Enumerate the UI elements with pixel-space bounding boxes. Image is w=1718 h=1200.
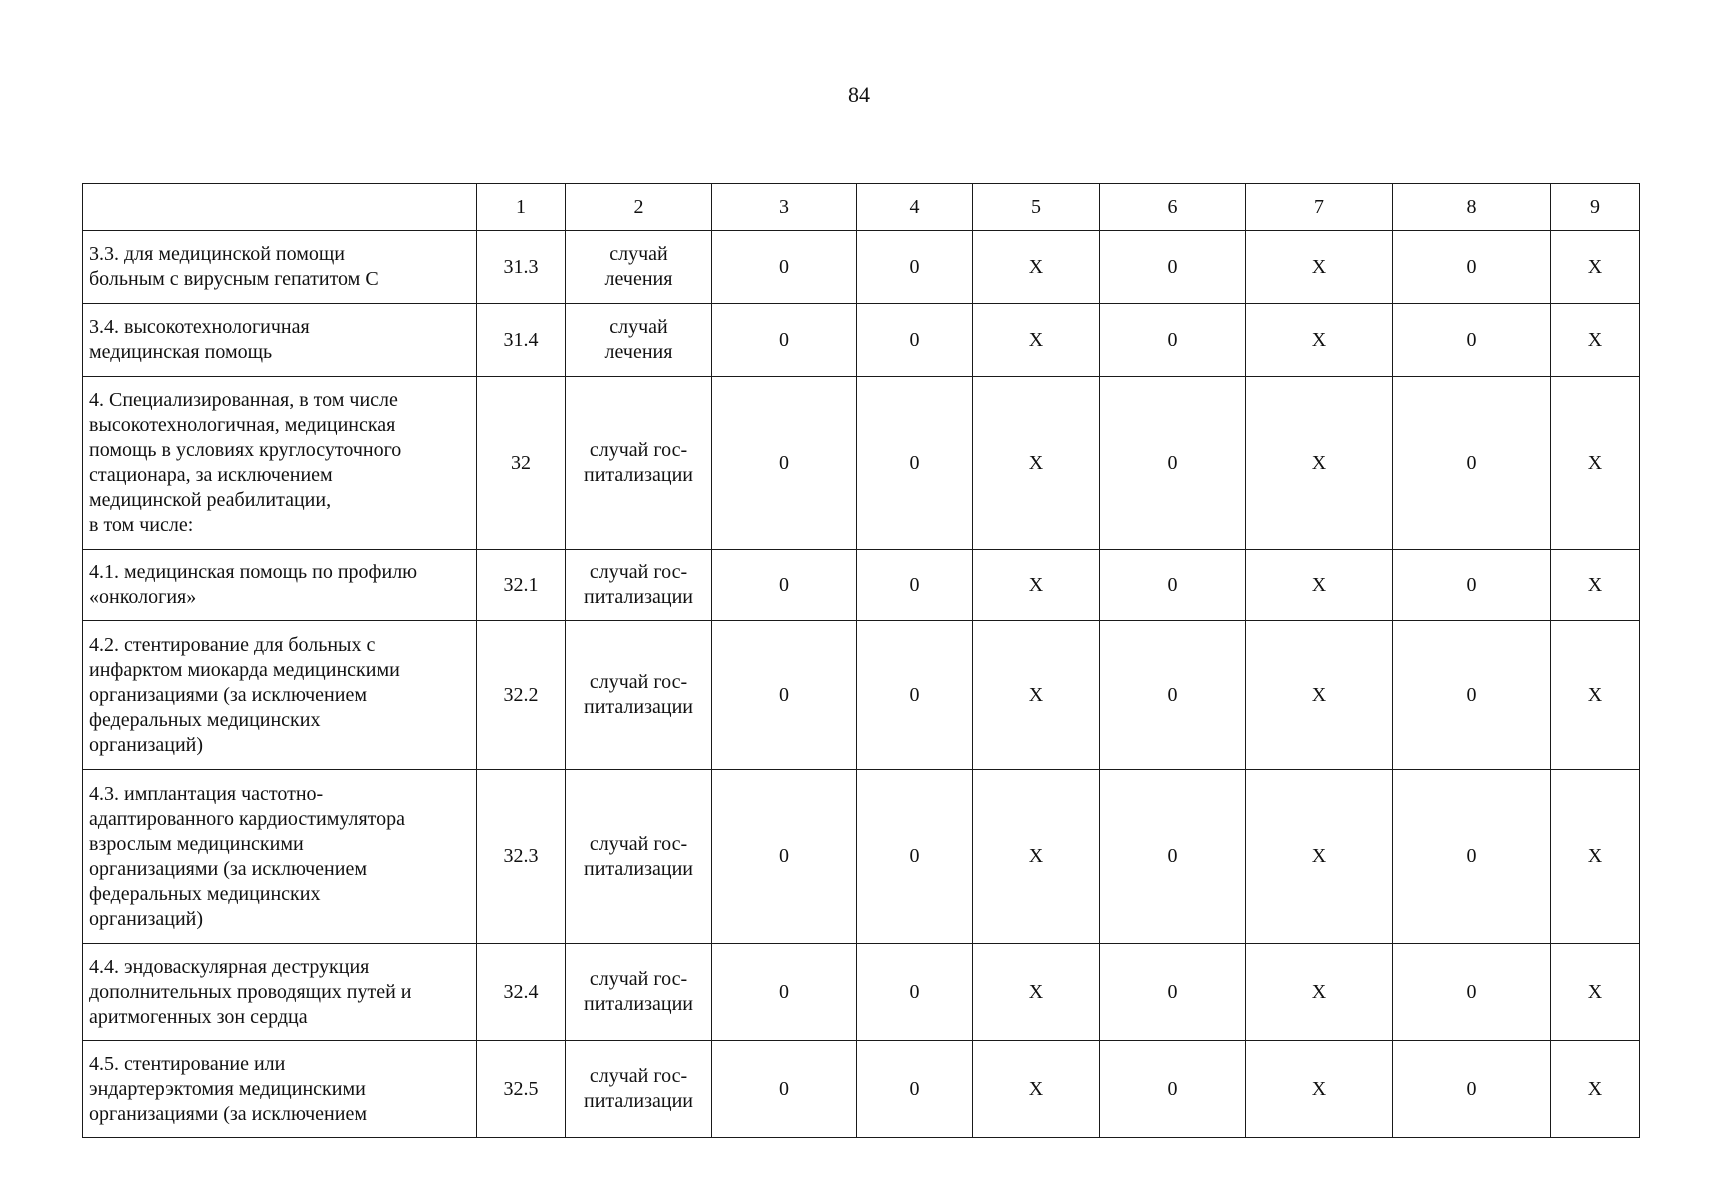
cell-col5: Х: [973, 304, 1100, 377]
cell-col3: 0: [712, 944, 857, 1041]
cell-col5: Х: [973, 944, 1100, 1041]
header-cell: 9: [1551, 184, 1640, 231]
cell-col3: 0: [712, 550, 857, 621]
cell-col8: 0: [1393, 550, 1551, 621]
row-code: 32.1: [477, 550, 566, 621]
page-number: 84: [848, 82, 870, 107]
cell-col5: Х: [973, 770, 1100, 944]
cell-col5: Х: [973, 550, 1100, 621]
row-code: 31.3: [477, 231, 566, 304]
table-row: [83, 377, 1640, 550]
header-cell: 4: [857, 184, 973, 231]
row-unit: случай гос- питализации: [566, 944, 712, 1041]
cell-col9: Х: [1551, 231, 1640, 304]
cell-col7: Х: [1246, 550, 1393, 621]
row-name: 4.1. медицинская помощь по профилю «онкология»: [83, 550, 477, 621]
cell-col8: 0: [1393, 621, 1551, 770]
row-name: 4.2. стентирование для больных с инфарктом миокарда медицинскими организациями (за исключением федеральных медицинских организаций): [83, 621, 477, 770]
row-code: 32.4: [477, 944, 566, 1041]
cell-col9: Х: [1551, 304, 1640, 377]
cell-col9: Х: [1551, 1041, 1640, 1138]
row-code: 31.4: [477, 304, 566, 377]
cell-col6: 0: [1100, 621, 1246, 770]
cell-col5: Х: [973, 377, 1100, 550]
cell-col6: 0: [1100, 231, 1246, 304]
header-row: [83, 184, 1640, 231]
row-unit: случай гос- питализации: [566, 770, 712, 944]
header-cell: 1: [477, 184, 566, 231]
row-unit: случай лечения: [566, 231, 712, 304]
header-cell: [83, 184, 477, 231]
cell-col8: 0: [1393, 770, 1551, 944]
cell-col5: Х: [973, 621, 1100, 770]
cell-col8: 0: [1393, 1041, 1551, 1138]
cell-col6: 0: [1100, 550, 1246, 621]
row-code: 32: [477, 377, 566, 550]
cell-col5: Х: [973, 231, 1100, 304]
table-row: [83, 944, 1640, 1041]
cell-col3: 0: [712, 304, 857, 377]
cell-col8: 0: [1393, 944, 1551, 1041]
row-name: 3.3. для медицинской помощи больным с вирусным гепатитом С: [83, 231, 477, 304]
cell-col8: 0: [1393, 231, 1551, 304]
header-cell: 5: [973, 184, 1100, 231]
data-table: [82, 183, 1640, 1138]
row-code: 32.3: [477, 770, 566, 944]
cell-col7: Х: [1246, 944, 1393, 1041]
cell-col9: Х: [1551, 550, 1640, 621]
cell-col4: 0: [857, 550, 973, 621]
table-row: [83, 621, 1640, 770]
table-row: [83, 231, 1640, 304]
cell-col4: 0: [857, 231, 973, 304]
cell-col3: 0: [712, 621, 857, 770]
table-row: [83, 770, 1640, 944]
header-cell: 8: [1393, 184, 1551, 231]
cell-col7: Х: [1246, 770, 1393, 944]
row-name: 4.5. стентирование или эндартерэктомия медицинскими организациями (за исключением: [83, 1041, 477, 1138]
cell-col7: Х: [1246, 231, 1393, 304]
cell-col3: 0: [712, 377, 857, 550]
cell-col6: 0: [1100, 944, 1246, 1041]
table-row: [83, 550, 1640, 621]
cell-col6: 0: [1100, 304, 1246, 377]
row-name: 4.3. имплантация частотно- адаптированного кардиостимулятора взрослым медицинскими организациями (за исключением федеральных медицинских организаций): [83, 770, 477, 944]
cell-col7: Х: [1246, 304, 1393, 377]
cell-col3: 0: [712, 1041, 857, 1138]
cell-col7: Х: [1246, 377, 1393, 550]
cell-col9: Х: [1551, 377, 1640, 550]
cell-col3: 0: [712, 231, 857, 304]
cell-col8: 0: [1393, 377, 1551, 550]
cell-col4: 0: [857, 304, 973, 377]
row-unit: случай гос- питализации: [566, 377, 712, 550]
cell-col4: 0: [857, 944, 973, 1041]
cell-col4: 0: [857, 621, 973, 770]
cell-col6: 0: [1100, 1041, 1246, 1138]
table-row: [83, 1041, 1640, 1138]
row-name: 3.4. высокотехнологичная медицинская помощь: [83, 304, 477, 377]
header-cell: 3: [712, 184, 857, 231]
row-name: 4. Специализированная, в том числе высокотехнологичная, медицинская помощь в условиях круглосуточного стационара, за исключением медицинской реабилитации, в том числе:: [83, 377, 477, 550]
row-code: 32.5: [477, 1041, 566, 1138]
table-row: [83, 304, 1640, 377]
cell-col4: 0: [857, 770, 973, 944]
row-unit: случай гос- питализации: [566, 550, 712, 621]
cell-col7: Х: [1246, 1041, 1393, 1138]
cell-col7: Х: [1246, 621, 1393, 770]
cell-col9: Х: [1551, 621, 1640, 770]
cell-col4: 0: [857, 377, 973, 550]
cell-col8: 0: [1393, 304, 1551, 377]
cell-col6: 0: [1100, 770, 1246, 944]
cell-col6: 0: [1100, 377, 1246, 550]
cell-col5: Х: [973, 1041, 1100, 1138]
row-name: 4.4. эндоваскулярная деструкция дополнительных проводящих путей и аритмогенных зон сердца: [83, 944, 477, 1041]
row-unit: случай гос- питализации: [566, 621, 712, 770]
cell-col9: Х: [1551, 770, 1640, 944]
header-cell: 2: [566, 184, 712, 231]
cell-col4: 0: [857, 1041, 973, 1138]
row-unit: случай лечения: [566, 304, 712, 377]
header-cell: 6: [1100, 184, 1246, 231]
cell-col9: Х: [1551, 944, 1640, 1041]
header-cell: 7: [1246, 184, 1393, 231]
row-code: 32.2: [477, 621, 566, 770]
cell-col3: 0: [712, 770, 857, 944]
row-unit: случай гос- питализации: [566, 1041, 712, 1138]
